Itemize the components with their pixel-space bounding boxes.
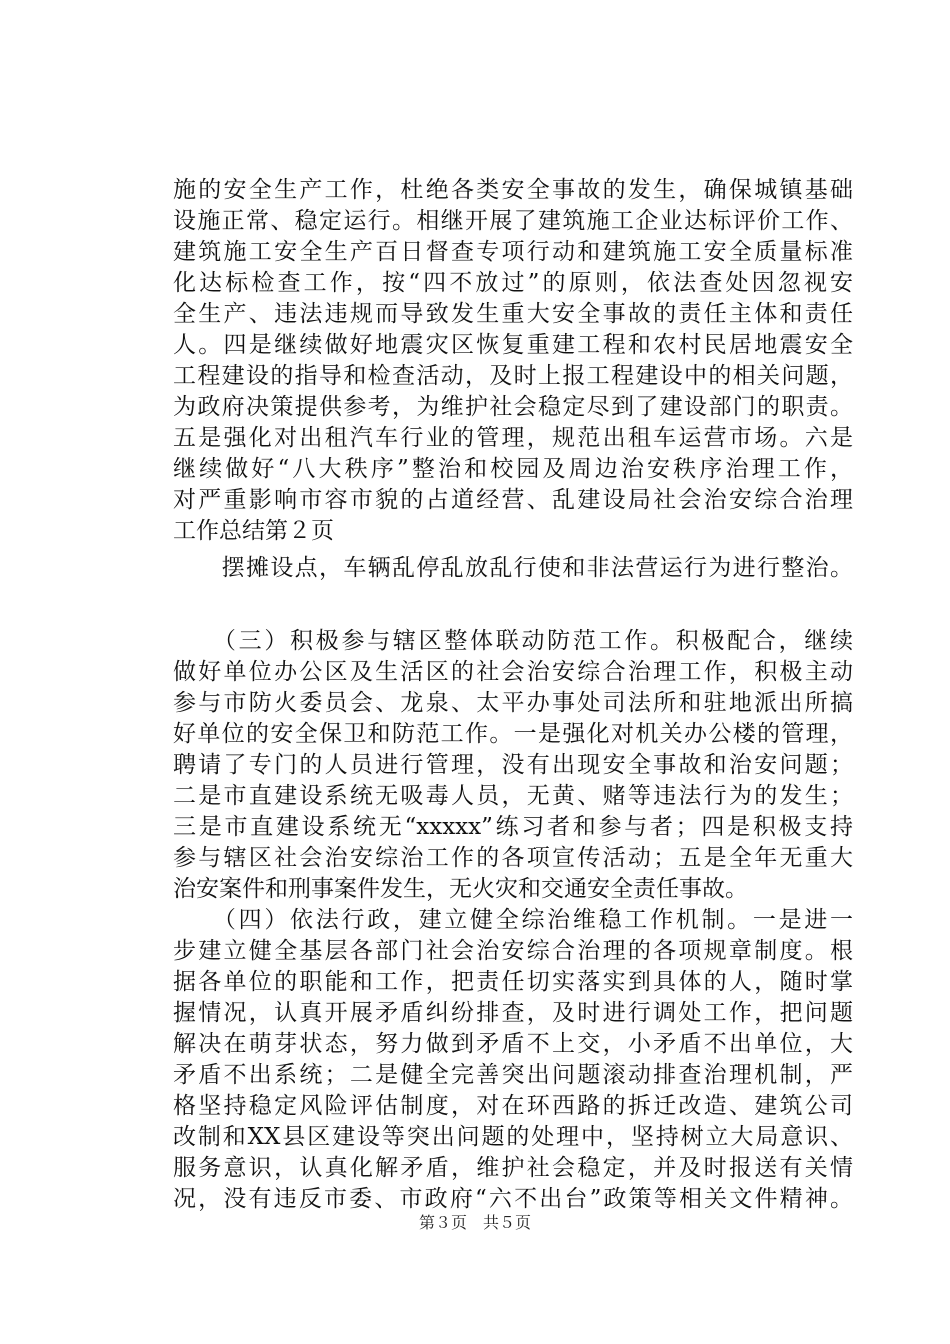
text-line: 继续做好“八大秩序”整治和校园及周边治安秩序治理工作，: [173, 456, 853, 482]
text-line: 工作总结第２页: [173, 518, 334, 544]
text-line: 解决在萌芽状态，努力做到矛盾不上交，小矛盾不出单位，大: [173, 1031, 853, 1057]
text-line: 全生产、违法违规而导致发生重大安全事故的责任主体和责任: [173, 301, 853, 327]
text-line: 握情况，认真开展矛盾纠纷排查，及时进行调处工作，把问题: [173, 1000, 853, 1026]
text-line: （四）依法行政，建立健全综治维稳工作机制。一是进一: [173, 907, 853, 933]
text-line: 人。四是继续做好地震灾区恢复重建工程和农村民居地震安全: [173, 332, 853, 358]
text-line: 改制和XX县区建设等突出问题的处理中，坚持树立大局意识、: [173, 1124, 853, 1150]
text-line: 化达标检查工作，按“四不放过”的原则，依法查处因忽视安: [173, 270, 853, 296]
text-line: （三）积极参与辖区整体联动防范工作。积极配合，继续: [173, 628, 853, 654]
text-line: 五是强化对出租汽车行业的管理，规范出租车运营市场。六是: [173, 425, 853, 451]
text-line: 参与辖区社会治安综治工作的各项宣传活动；五是全年无重大: [173, 845, 853, 871]
text-line: 施的安全生产工作，杜绝各类安全事故的发生，确保城镇基础: [173, 177, 853, 203]
text-line: 设施正常、稳定运行。相继开展了建筑施工企业达标评价工作、: [173, 208, 853, 234]
page-footer: 第３页 共５页: [418, 1213, 531, 1232]
text-line: 聘请了专门的人员进行管理，没有出现安全事故和治安问题；: [173, 752, 853, 778]
text-line: 步建立健全基层各部门社会治安综合治理的各项规章制度。根: [173, 938, 853, 964]
text-line: 格坚持稳定风险评估制度，对在环西路的拆迁改造、建筑公司: [173, 1093, 853, 1119]
text-line: 对严重影响市容市貌的占道经营、乱建设局社会治安综合治理: [173, 487, 853, 513]
text-line: 况，没有违反市委、市政府“六不出台”政策等相关文件精神。: [173, 1186, 853, 1212]
text-line: 参与市防火委员会、龙泉、太平办事处司法所和驻地派出所搞: [173, 690, 853, 716]
text-line: 据各单位的职能和工作，把责任切实落实到具体的人，随时掌: [173, 969, 853, 995]
text-line: 三是市直建设系统无“xxxxx”练习者和参与者；四是积极支持: [173, 814, 853, 840]
text-line: 为政府决策提供参考，为维护社会稳定尽到了建设部门的职责。: [173, 394, 853, 420]
text-line: 做好单位办公区及生活区的社会治安综合治理工作，积极主动: [173, 659, 853, 685]
text-line: 服务意识，认真化解矛盾，维护社会稳定，并及时报送有关情: [173, 1155, 853, 1181]
text-line: 工程建设的指导和检查活动，及时上报工程建设中的相关问题，: [173, 363, 853, 389]
text-line: 摆摊设点，车辆乱停乱放乱行使和非法营运行为进行整治。: [173, 555, 853, 581]
text-line: 建筑施工安全生产百日督查专项行动和建筑施工安全质量标准: [173, 239, 853, 265]
text-line: 治安案件和刑事案件发生，无火灾和交通安全责任事故。: [173, 876, 748, 902]
text-line: 矛盾不出系统；二是健全完善突出问题滚动排查治理机制，严: [173, 1062, 853, 1088]
text-line: 好单位的安全保卫和防范工作。一是强化对机关办公楼的管理，: [173, 721, 853, 747]
text-line: 二是市直建设系统无吸毒人员，无黄、赌等违法行为的发生；: [173, 783, 853, 809]
